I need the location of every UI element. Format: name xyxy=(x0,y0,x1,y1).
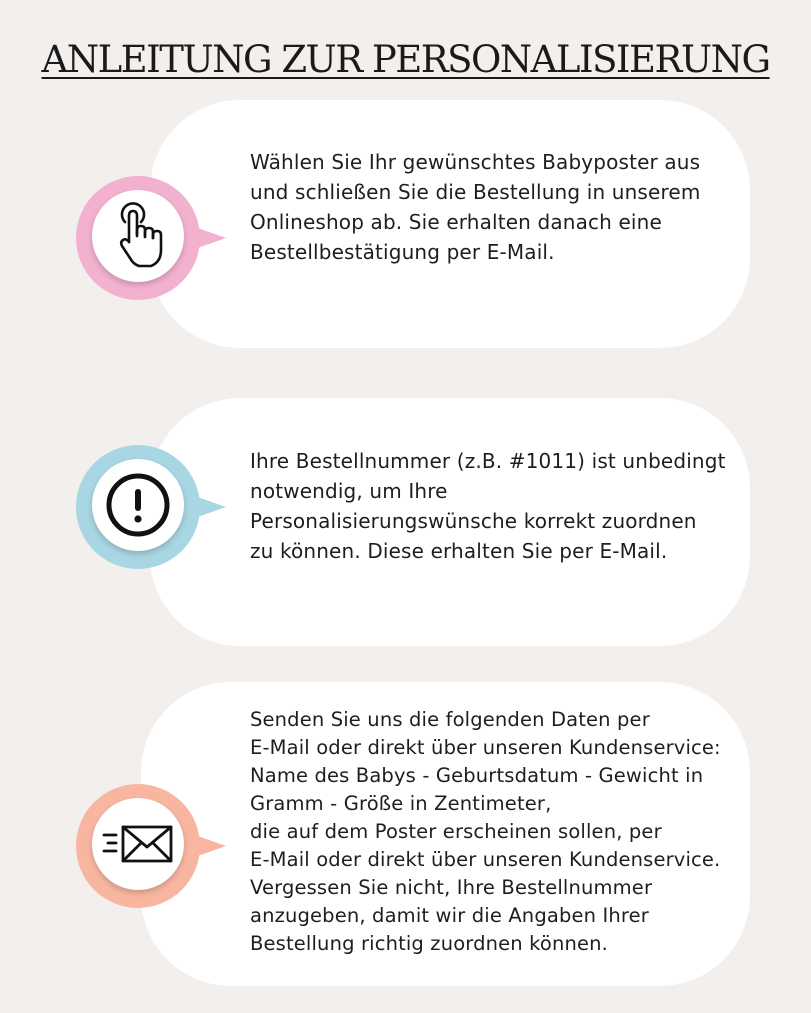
step-badge-1 xyxy=(76,176,200,300)
badge-pointer xyxy=(192,226,226,250)
step-badge-2 xyxy=(76,445,200,569)
envelope-icon xyxy=(92,798,184,890)
step-badge-3 xyxy=(76,784,200,908)
page-title xyxy=(0,34,811,86)
badge-pointer xyxy=(192,834,226,858)
step-text-2: Ihre Bestellnummer (z.B. #1011) ist unbedingt notwendig, um Ihre Personalisierungswünsche korrekt zuordnen zu können. Diese erhalten Sie per E-Mail. xyxy=(250,449,726,563)
step-text-3: Senden Sie uns die folgenden Daten per E-Mail oder direkt über unseren Kundenservice: Name des Babys - Geburtsdatum - Gewicht in Gramm - Größe in Zentimeter, die auf dem Poster erscheinen sollen, per E-Mail oder direkt über unseren Kundenservice. Vergessen Sie nicht, Ihre Bestellnummer anzugeben, damit wir die Angaben Ihrer Bestellung richtig zuordnen können. xyxy=(250,708,721,955)
exclamation-icon xyxy=(92,459,184,551)
step-text-1: Wählen Sie Ihr gewünschtes Babyposter aus und schließen Sie die Bestellung in unserem Onlineshop ab. Sie erhalten danach eine Bestellbestätigung per E-Mail. xyxy=(250,150,701,264)
badge-pointer xyxy=(192,495,226,519)
page-title-text: ANLEITUNG ZUR PERSONALISIERUNG xyxy=(41,38,770,81)
pointer-hand-icon xyxy=(92,190,184,282)
